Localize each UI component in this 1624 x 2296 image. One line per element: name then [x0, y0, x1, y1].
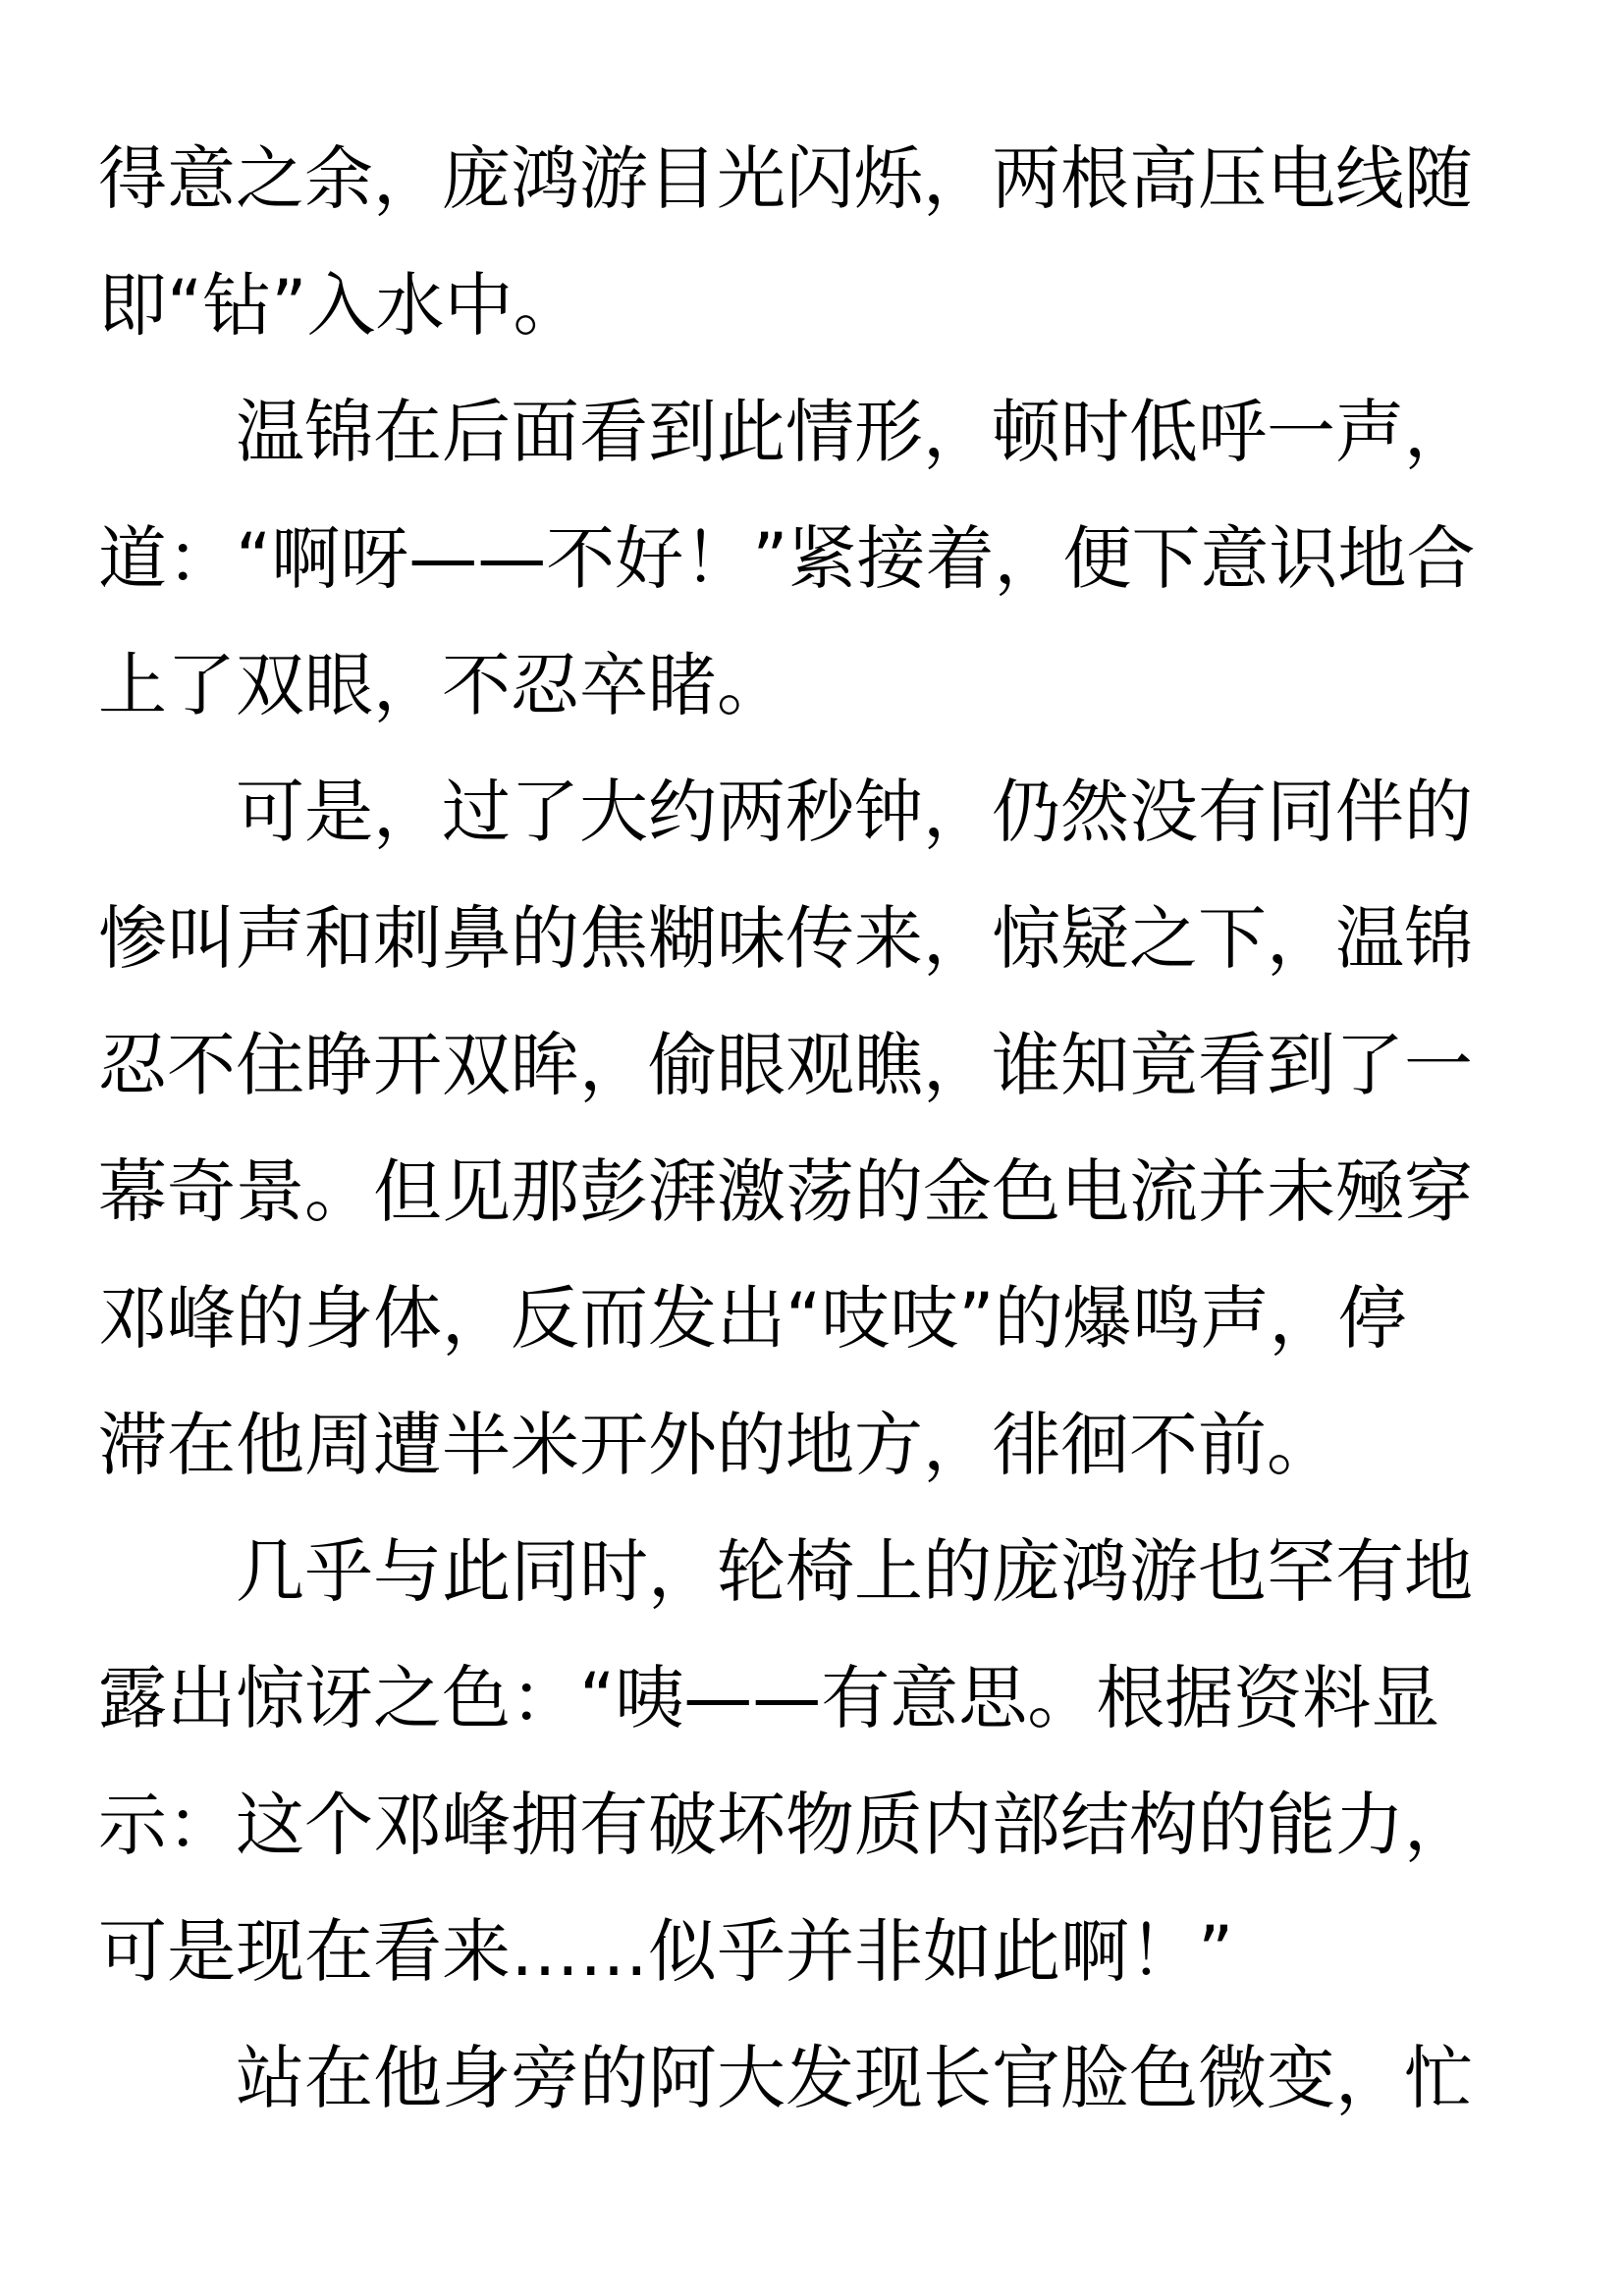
text-line: 幕奇景。但见那彭湃激荡的金色电流并未殛穿: [98, 1151, 1473, 1232]
text-line: 即“钻”入水中。: [98, 265, 582, 346]
text-line: 示：这个邓峰拥有破坏物质内部结构的能力，: [98, 1785, 1473, 1865]
paragraph-start-line: 温锦在后面看到此情形，顿时低呼一声，: [236, 392, 1473, 472]
text-line: 惨叫声和刺鼻的焦糊味传来，惊疑之下，温锦: [98, 898, 1473, 979]
text-line: 上了双眼，不忍卒睹。: [98, 645, 785, 725]
paragraph-start-line: 可是，过了大约两秒钟，仍然没有同伴的: [236, 772, 1473, 852]
paragraph-start-line: 站在他身旁的阿大发现长官脸色微变，忙: [236, 2038, 1473, 2118]
text-line: 得意之余，庞鸿游目光闪烁，两根高压电线随: [98, 138, 1473, 219]
text-line: 可是现在看来……似乎并非如此啊！”: [98, 1911, 1234, 1992]
body-text: [98, 116, 1532, 2142]
text-line: 露出惊讶之色：“咦——有意思。根据资料显: [98, 1658, 1440, 1738]
text-line: 邓峰的身体，反而发出“吱吱”的爆鸣声，停: [98, 1278, 1407, 1359]
text-line: 滞在他周遭半米开外的地方，徘徊不前。: [98, 1405, 1335, 1485]
text-line: 忍不住睁开双眸，偷眼观瞧，谁知竟看到了一: [98, 1025, 1473, 1105]
text-line: 道：“啊呀——不好！”紧接着，便下意识地合: [98, 518, 1476, 599]
paragraph-start-line: 几乎与此同时，轮椅上的庞鸿游也罕有地: [236, 1531, 1473, 1612]
